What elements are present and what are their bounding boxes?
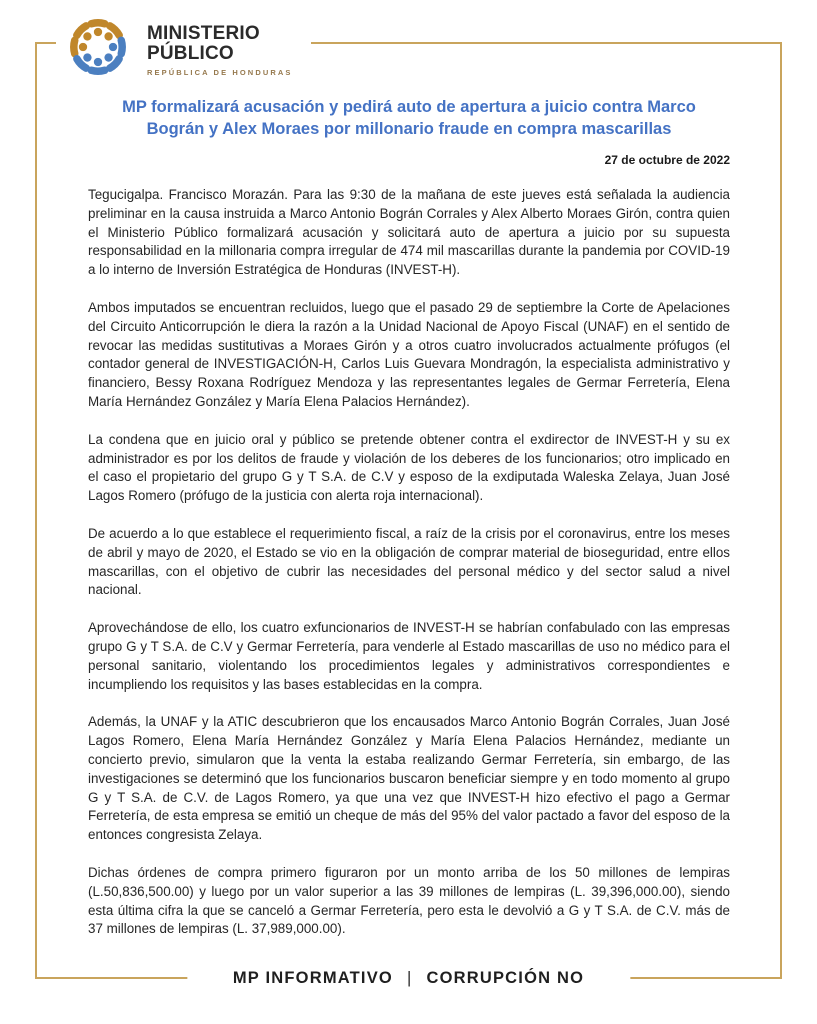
paragraph-1: Tegucigalpa. Francisco Morazán. Para las 9:30 de la mañana de este jueves está señalada la audiencia preliminar en la causa instruida a Marco Antonio Bográn Corrales y Alex Alberto Moraes Girón, contra quien el Ministerio Público formalizará acusación y solicitará auto de apertura a juicio por su supuesta responsabilidad en la millonaria compra irregular de 474 mil mascarillas durante la pandemia por COVID-19 a lo interno de Inversión Estratégica de Honduras (INVEST-H). — [88, 187, 730, 278]
article-content — [88, 0, 730, 939]
article-date: 27 de octubre de 2022 — [604, 153, 730, 167]
footer-corrupcion-no: CORRUPCIÓN NO — [426, 969, 585, 987]
paragraph-2: Ambos imputados se encuentran recluidos, luego que el pasado 29 de septiembre la Corte de Apelaciones del Circuito Anticorrupción le diera la razón a la Unidad Nacional de Apoyo Fiscal (UNAF) en el sentido de revocar las medidas sustitutivas a Moraes Girón y a otros cuatro involucrados actualmente prófugos (el contador general de INVESTIGACIÓN-H, Carlos Luis Guevara Mondragón, la especialista administrativo y financiero, Bessy Roxana Rodríguez Mendoza y las representantes legales de Germar Ferretería, Elena María Hernández González y María Elena Palacios Hernández). — [88, 299, 730, 409]
paragraph-4: De acuerdo a lo que establece el requerimiento fiscal, a raíz de la crisis por el coronavirus, entre los meses de abril y mayo de 2020, el Estado se vio en la obligación de comprar material de bioseguridad, entre ellos mascarillas, con el objetivo de cubrir las necesidades del personal médico y del sector salud a nivel nacional. — [88, 525, 730, 598]
paragraph-5: Aprovechándose de ello, los cuatro exfuncionarios de INVEST-H se habrían confabulado con las empresas grupo G y T S.A. de C.V y Germar Ferretería, para venderle al Estado mascarillas de uso no médico para el personal sanitario, violentando los procedimientos legales y administrativos correspondientes e incumpliendo los requisitos y las bases establecidas en la compra. — [88, 620, 730, 692]
footer-separator: | — [406, 969, 413, 987]
logo-title-line2: PÚBLICO — [147, 43, 234, 64]
footer-mp-informativo: MP INFORMATIVO — [232, 969, 393, 987]
article-body — [88, 186, 730, 939]
paragraph-7: Dichas órdenes de compra primero figuraron por un monto arriba de los 50 millones de lempiras (L.50,836,500.00) y luego por un valor superior a las 39 millones de lempiras (L. 39,396,000.00), siendo esta última cifra la que se canceló a Germar Ferretería, pero esta le devolvió a G y T S.A. de C.V. más de 37 millones de lempiras (L. 37,989,000.00). — [88, 864, 730, 937]
article-title: MP formalizará acusación y pedirá auto de apertura a juicio contra Marco Bográn y Alex Moraes por millonario fraude en compra mascarillas — [122, 98, 696, 138]
logo-title-line1: MINISTERIO — [147, 23, 260, 44]
paragraph-3: La condena que en juicio oral y público se pretende obtener contra el exdirector de INVEST-H y su ex administrador es por los delitos de fraude y violación de los deberes de los funcionarios; otro implicado en el caso el propietario del grupo G y T S.A. de C.V y esposo de la exdiputada Waleska Zelaya, Juan José Lagos Romero (prófugo de la justicia con alerta roja internacional). — [88, 431, 730, 504]
paragraph-6: Además, la UNAF y la ATIC descubrieron que los encausados Marco Antonio Bográn Corrales, Juan José Lagos Romero, Elena María Hernández González y María Elena Palacios Hernández, mediante un concierto previo, simularon que la venta la estaba realizando Germar Ferretería, sin embargo, de las investigaciones se determinó que los funcionarios buscaron beneficiar siempre y en todo momento al grupo G y T S.A. de C.V. de Lagos Romero, ya que una vez que INVEST-H hizo efectivo el pago a Germar Ferretería, de esta empresa se emitió un cheque de más del 95% del valor pactado a favor del esposo de la entonces congresista Zelaya. — [88, 714, 730, 843]
footer-banner — [187, 959, 630, 998]
logo-subtitle: REPÚBLICA DE HONDURAS — [147, 68, 293, 77]
